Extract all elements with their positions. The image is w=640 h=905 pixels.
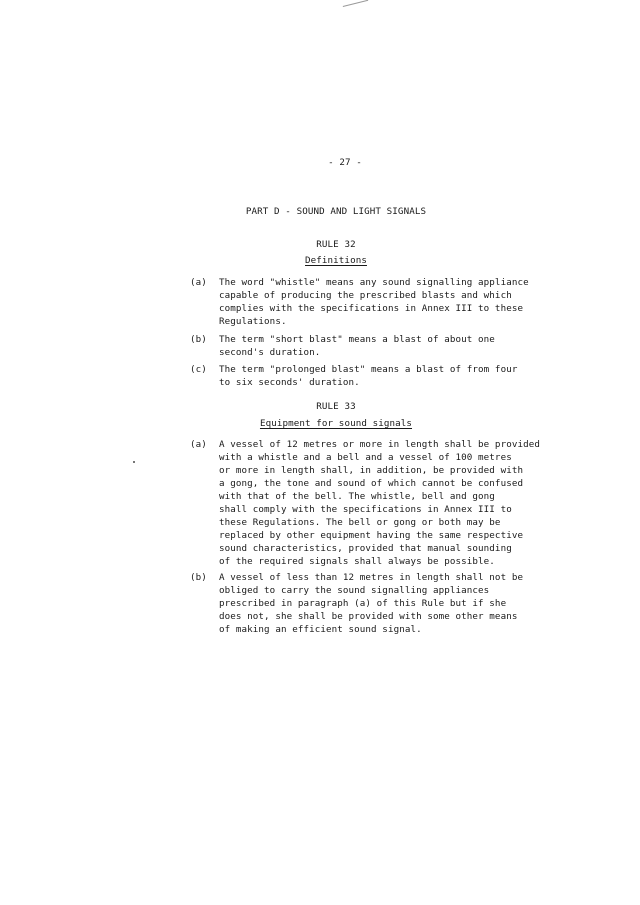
scan-speck <box>133 461 135 463</box>
scan-mark <box>341 0 368 7</box>
paragraph-line: a gong, the tone and sound of which cannot be confused <box>219 478 524 489</box>
paragraph-label: (a) <box>190 439 207 450</box>
paragraph-line: to six seconds' duration. <box>219 377 360 388</box>
paragraph-line: prescribed in paragraph (a) of this Rule but if she <box>219 598 507 609</box>
paragraph-line: replaced by other equipment having the same respective <box>219 530 524 541</box>
paragraph-line: of making an efficient sound signal. <box>219 624 422 635</box>
paragraph-line: of the required signals shall always be possible. <box>219 556 495 567</box>
rule-33-title: RULE 33 <box>316 401 356 412</box>
rule-33-subtitle: Equipment for sound signals <box>259 418 413 429</box>
part-title: PART D - SOUND AND LIGHT SIGNALS <box>245 206 427 217</box>
paragraph-line: The term "prolonged blast" means a blast of from four <box>219 364 518 375</box>
paragraph-line: shall comply with the specifications in Annex III to <box>219 504 512 515</box>
paragraph-line: A vessel of less than 12 metres in length shall not be <box>219 572 524 583</box>
paragraph-line: Regulations. <box>219 316 287 327</box>
rule-32-title: RULE 32 <box>316 239 356 250</box>
paragraph-line: with that of the bell. The whistle, bell and gong <box>219 491 495 502</box>
paragraph-line: does not, she shall be provided with some other means <box>219 611 518 622</box>
paragraph-line: complies with the specifications in Annex III to these <box>219 303 524 314</box>
paragraph-line: sound characteristics, provided that manual sounding <box>219 543 512 554</box>
paragraph-body <box>219 363 517 389</box>
paragraph-line: with a whistle and a bell and a vessel of 100 metres <box>219 452 512 463</box>
paragraph-line: these Regulations. The bell or gong or both may be <box>219 517 501 528</box>
paragraph-line: capable of producing the prescribed blasts and which <box>219 290 512 301</box>
paragraph-line: obliged to carry the sound signalling appliances <box>219 585 490 596</box>
paragraph-line: or more in length shall, in addition, be provided with <box>219 465 524 476</box>
paragraph-label: (a) <box>190 277 207 288</box>
paragraph-line: The term "short blast" means a blast of about one <box>219 334 495 345</box>
paragraph-label: (b) <box>190 334 207 345</box>
paragraph-label: (b) <box>190 572 207 583</box>
paragraph-label: (c) <box>190 364 207 375</box>
paragraph-body <box>219 571 523 636</box>
paragraph-line: second's duration. <box>219 347 321 358</box>
paragraph-body <box>219 333 495 359</box>
paragraph-line: The word "whistle" means any sound signalling appliance <box>219 277 529 288</box>
page-number: - 27 - <box>328 157 362 168</box>
rule-32-subtitle: Definitions <box>305 255 367 266</box>
paragraph-body <box>219 276 529 328</box>
paragraph-body <box>219 438 540 568</box>
paragraph-line: A vessel of 12 metres or more in length shall be provided <box>219 439 540 450</box>
